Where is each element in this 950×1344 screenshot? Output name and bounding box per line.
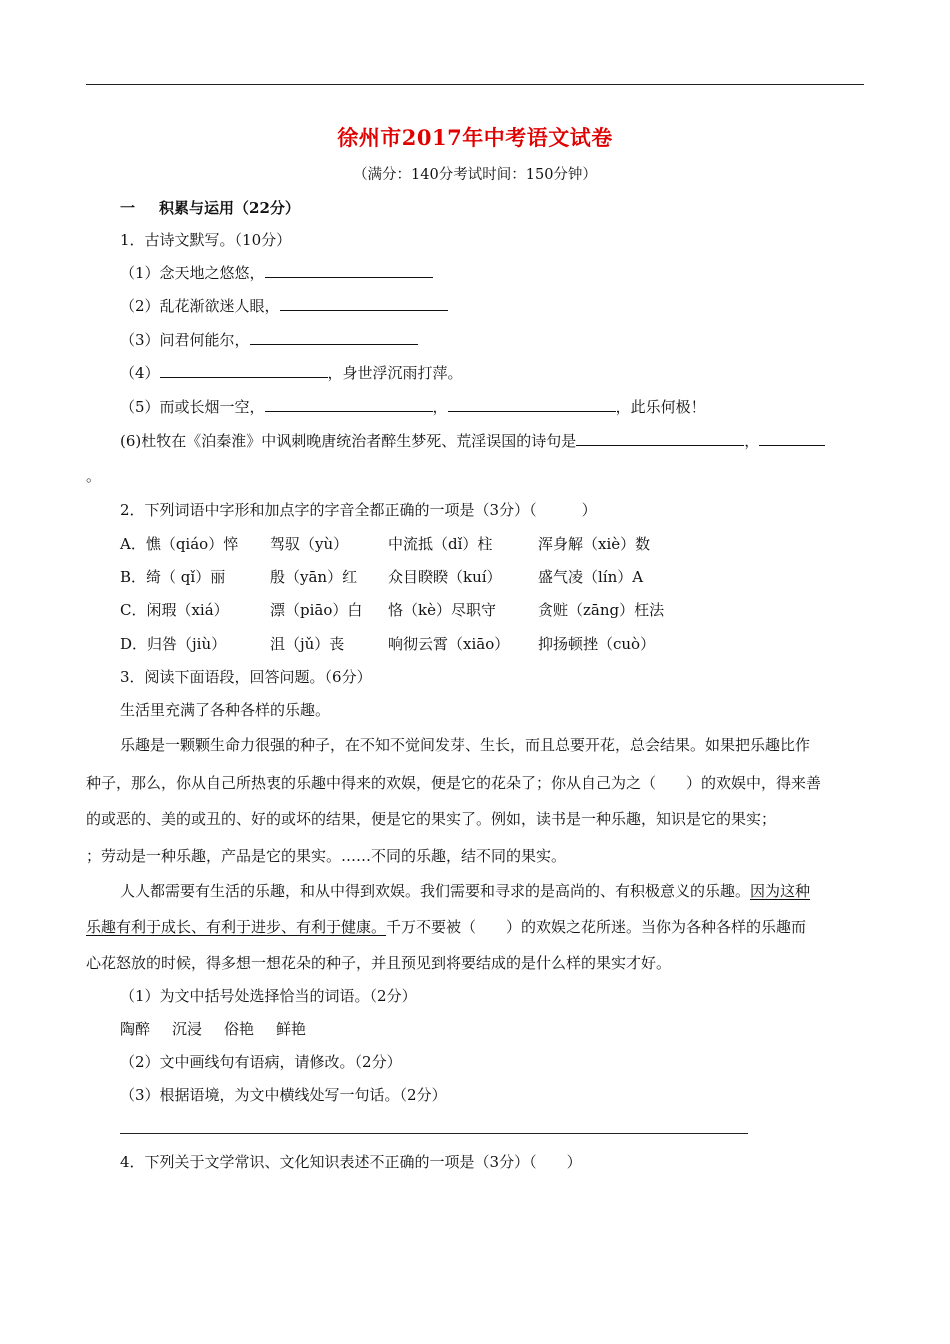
underlined-sentence: 乐趣有利于成长、有利于进步、有利于健康。 [86, 918, 387, 936]
q2-option-d[interactable] [120, 634, 655, 654]
q1-item-3-text: （3）问君何能尔， [120, 331, 250, 349]
q3-stem: 3．阅读下面语段，回答问题。（6分） [120, 668, 372, 686]
q3-paragraph-3-line-1 [120, 881, 810, 901]
underlined-sentence: 因为这种 [750, 882, 811, 900]
word-choice: 鲜艳 [276, 1020, 307, 1038]
section-title: 积累与运用（22分） [159, 199, 300, 217]
option-word: 中流抵（dǐ）柱 [388, 535, 493, 553]
q3-paragraph-3-line-2 [86, 917, 806, 937]
option-word: C．闲瑕（xiá） [120, 601, 229, 619]
q3-paragraph-2-line-1: 乐趣是一颗颗生命力很强的种子，在不知不觉间发芽、生长，而且总要开花，总会结果。如果把乐趣比作 [120, 736, 811, 754]
option-word: 浑身解（xiè）数 [538, 535, 651, 553]
q3-paragraph-2-line-3: 的或恶的、美的或丑的、好的或坏的结果，便是它的果实了。例如，读书是一种乐趣，知识是它的果实； [86, 810, 777, 828]
option-word: 抑扬顿挫（cuò） [538, 635, 656, 653]
option-word: 沮（jǔ）丧 [270, 635, 345, 653]
q2-option-b[interactable] [120, 567, 643, 587]
exam-subtitle: （满分：140分考试时间：150分钟） [353, 167, 597, 183]
q1-item-6-text: (6)杜牧在《泊秦淮》中讽刺晚唐统治者醉生梦死、荒淫误国的诗句是 [120, 432, 577, 450]
q3-paragraph-2-line-2: 种子，那么，你从自己所热衷的乐趣中得来的欢娱，便是它的花朵了；你从自己为之（ ）的欢娱中，得来善 [86, 774, 822, 792]
q3-paragraph-3-line-3: 心花怒放的时候，得多想一想花朵的种子，并且预见到将要结成的是什么样的果实才好。 [86, 954, 672, 972]
q3-sub-1: （1）为文中括号处选择恰当的词语。（2分） [120, 987, 417, 1005]
q1-item-5-end: ，此乐何极！ [615, 398, 706, 416]
q2-stem: 2．下列词语中字形和加点字的字音全都正确的一项是（3分）（ ） [120, 501, 597, 519]
paragraph-text: 千万不要被（ ）的欢娱之花所迷。当你为各种各样的乐趣而 [386, 918, 807, 936]
option-word: 恪（kè）尽职守 [388, 601, 496, 619]
q1-stem: 1．古诗文默写。（10分） [120, 231, 292, 249]
q3-paragraph-2-line-4: ；劳动是一种乐趣，产品是它的果实。……不同的乐趣，结不同的果实。 [86, 847, 567, 865]
q1-item-5 [120, 397, 706, 417]
answer-line[interactable] [120, 1133, 748, 1134]
exam-title: 徐州市2017年中考语文试卷 [337, 125, 613, 150]
q1-item-2 [120, 296, 448, 316]
q3-sub-3: （3）根据语境，为文中横线处写一句话。（2分） [120, 1086, 447, 1104]
answer-blank[interactable] [448, 397, 616, 412]
q1-item-1 [120, 263, 433, 283]
option-word: 驾驭（yù） [270, 535, 349, 553]
section-number: 一 [120, 199, 136, 217]
option-word: 漂（piāo）白 [270, 601, 363, 619]
q2-option-a[interactable] [120, 534, 650, 554]
q1-item-3 [120, 330, 418, 350]
answer-blank[interactable] [160, 363, 328, 378]
q1-item-4-prefix: （4） [120, 364, 160, 382]
section-heading [120, 198, 300, 218]
option-word: 响彻云霄（xiāo） [388, 635, 510, 653]
header-rule [86, 84, 864, 85]
answer-blank[interactable] [250, 330, 418, 345]
q3-sub-2: （2）文中画线句有语病，请修改。（2分） [120, 1053, 402, 1071]
paragraph-text: 人人都需要有生活的乐趣，和从中得到欢娱。我们需要和寻求的是高尚的、有积极意义的乐趣。 [120, 882, 751, 900]
answer-blank[interactable] [265, 263, 433, 278]
q3-word-choices [120, 1019, 306, 1039]
q1-item-5-text: （5）而或长烟一空， [120, 398, 265, 416]
q1-item-2-text: （2）乱花渐欲迷人眼， [120, 297, 280, 315]
q1-item-6 [120, 431, 825, 451]
q1-item-4 [120, 363, 463, 383]
q3-paragraph-1: 生活里充满了各种各样的乐趣。 [120, 701, 331, 719]
option-word: D．归咎（jiù） [120, 635, 227, 653]
q4-stem: 4．下列关于文学常识、文化知识表述不正确的一项是（3分）（ ） [120, 1153, 582, 1171]
answer-blank[interactable] [576, 431, 744, 446]
answer-blank[interactable] [265, 397, 433, 412]
answer-blank[interactable] [759, 431, 825, 446]
q2-option-c[interactable] [120, 600, 664, 620]
q1-item-6-comma: ， [744, 432, 760, 450]
option-word: B．绮（ qǐ）丽 [120, 568, 226, 586]
option-word: A．憔（qiáo）悴 [120, 535, 239, 553]
option-word: 殷（yān）红 [270, 568, 358, 586]
word-choice: 沉浸 [172, 1020, 203, 1038]
option-word: 盛气凌（lín）A [538, 568, 644, 586]
word-choice: 陶醉 [120, 1020, 151, 1038]
option-word: 众目睽睽（kuí） [388, 568, 502, 586]
answer-blank[interactable] [280, 296, 448, 311]
q1-item-4-text: ，身世浮沉雨打萍。 [327, 364, 463, 382]
q1-item-1-text: （1）念天地之悠悠， [120, 264, 265, 282]
q1-item-5-comma: ， [432, 398, 448, 416]
word-choice: 俗艳 [224, 1020, 255, 1038]
q1-item-6-end: 。 [86, 467, 102, 485]
option-word: 贪赃（zāng）枉法 [538, 601, 665, 619]
